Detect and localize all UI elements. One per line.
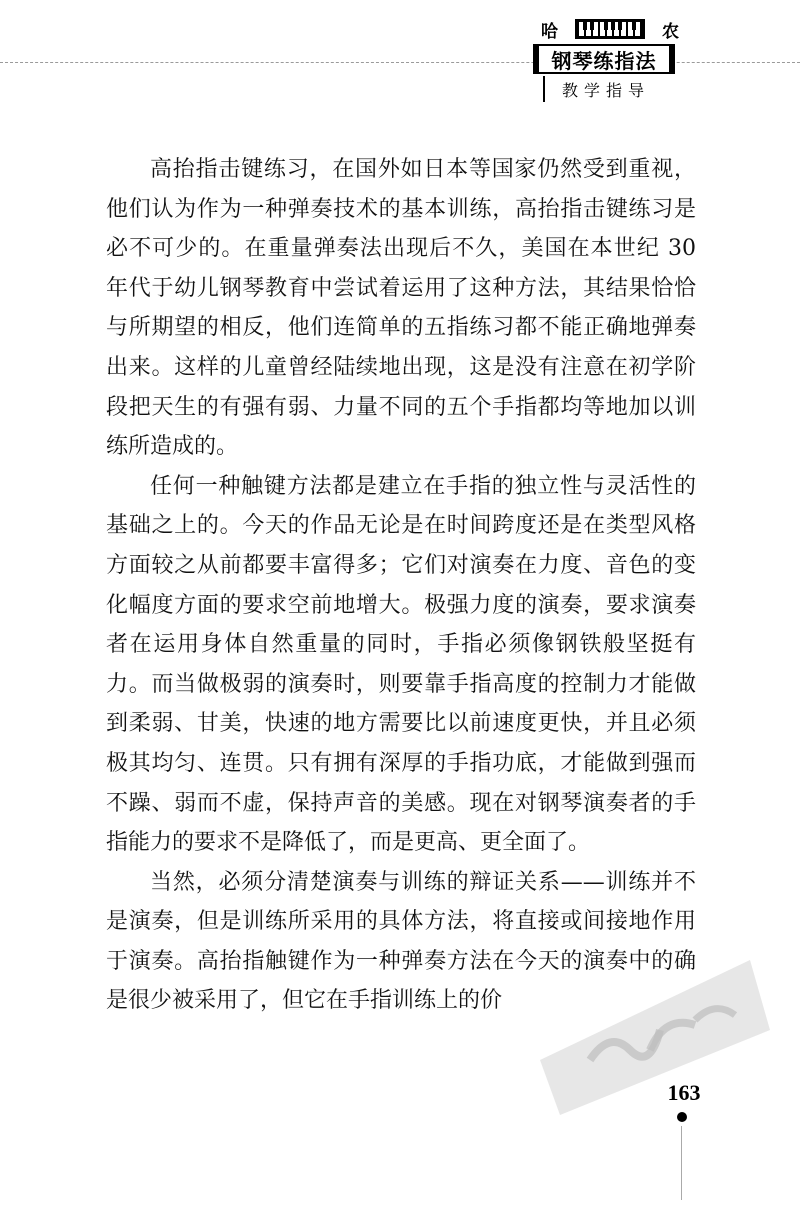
watermark-stamp bbox=[520, 940, 780, 1120]
book-title-box bbox=[533, 44, 675, 74]
author-name-right: 农 bbox=[662, 21, 679, 42]
page-margin-rule bbox=[681, 1126, 682, 1200]
paragraph-1: 高抬指击键练习，在国外如日本等国家仍然受到重视，他们认为作为一种弹奏技术的基本训练，高抬指击键练习是必不可少的。在重量弹奏法出现后不久，美国在本世纪 30 年代于幼儿钢琴教育中尝试着运用了这种方法，其结果恰恰与所期望的相反，他们连简单的五指练习都不能正确地弹奏出来。这样的儿童曾经陆续地出现，这是没有注意在初学阶段把天生的有强有弱、力量不同的五个手指都均等地加以训练所造成的。 bbox=[106, 157, 696, 460]
book-subtitle: 教学指导 bbox=[543, 76, 667, 102]
main-text bbox=[106, 150, 696, 1021]
header-author-row bbox=[541, 16, 679, 42]
page-number-dot bbox=[677, 1112, 687, 1122]
book-title: 钢琴练指法 bbox=[551, 48, 657, 73]
page-number: 163 bbox=[667, 1080, 701, 1105]
piano-keyboard-icon bbox=[575, 19, 645, 39]
paragraph-3: 当然，必须分清楚演奏与训练的辩证关系——训练并不是演奏，但是训练所采用的具体方法，将直接或间接地作用于演奏。高抬指触键作为一种弹奏方法在今天的演奏中的确是很少被采用了，但它在手指训练上的价 bbox=[106, 869, 696, 1014]
author-name-left: 哈 bbox=[541, 21, 558, 42]
running-header bbox=[533, 14, 683, 104]
paragraph-2: 任何一种触键方法都是建立在手指的独立性与灵活性的基础之上的。今天的作品无论是在时间跨度还是在类型风格方面较之从前都要丰富得多；它们对演奏在力度、音色的变化幅度方面的要求空前地增大。极强力度的演奏，要求演奏者在运用身体自然重量的同时，手指必须像钢铁般坚挺有力。而当做极弱的演奏时，则要靠手指高度的控制力才能做到柔弱、甘美，快速的地方需要比以前速度更快，并且必须极其均匀、连贯。只有拥有深厚的手指功底，才能做到强而不躁、弱而不虚，保持声音的美感。现在对钢琴演奏者的手指能力的要求不是降低了，而是更高、更全面了。 bbox=[106, 473, 696, 856]
